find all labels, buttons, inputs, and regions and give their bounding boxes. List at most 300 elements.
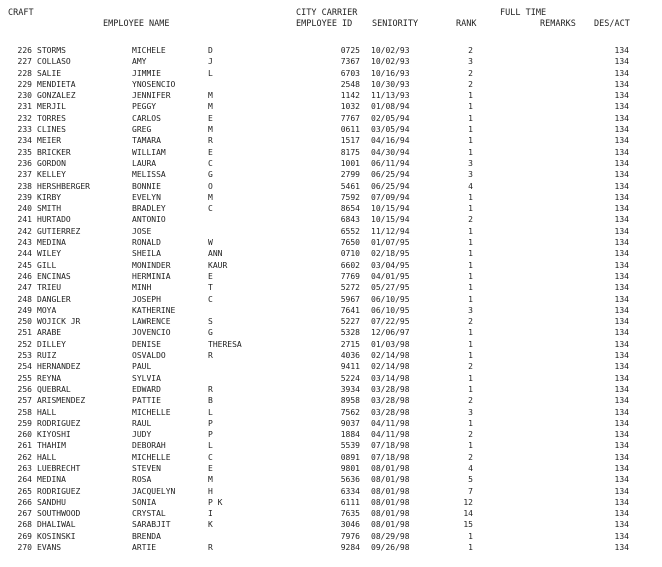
rank-cell: 2 [468,46,473,55]
employee-id-cell: 6552 [340,226,360,236]
last-name-cell: DILLEY [37,339,66,349]
employee-id-cell: 9037 [340,418,360,428]
first-name-cell: ROSA [132,475,152,485]
last-name-cell: RUIZ [37,351,57,361]
rank-cell: 4 [468,181,473,191]
seniority-date-cell: 02/14/98 [371,362,410,372]
des-act-cell: 134 [614,317,629,327]
employee-id-cell: 1517 [340,136,360,146]
employee-id-cell: 2799 [340,170,360,180]
middle-name-cell: E [208,113,213,123]
last-name-cell: HERSHBERGER [37,181,90,191]
first-name-cell: AMY [132,57,147,67]
table-row [0,101,662,112]
des-act-cell: 134 [614,509,629,519]
middle-name-cell: L [208,441,213,451]
employee-id-cell: 9411 [340,362,360,372]
row-number-cell: 256 [17,384,32,394]
row-number-cell: 266 [17,497,32,507]
rank-cell: 2 [468,68,473,78]
row-number-cell: 247 [17,283,32,293]
seniority-date-cell: 08/01/98 [371,497,410,507]
seniority-date-cell: 08/01/98 [371,509,410,519]
middle-name-cell: KAUR [208,260,228,270]
middle-name-cell: R [208,384,213,394]
rank-cell: 1 [468,147,473,157]
last-name-cell: STORMS [37,46,66,55]
table-row [0,248,662,259]
middle-name-cell: M [208,475,213,485]
employee-id-cell: 9284 [340,543,360,553]
employee-id-cell: 5272 [340,283,360,293]
last-name-cell: QUEBRAL [37,384,71,394]
last-name-cell: MEIER [37,136,62,146]
last-name-cell: GORDON [37,158,66,168]
rank-cell: 3 [468,57,473,67]
middle-name-cell: H [208,486,213,496]
employee-id-cell: 8654 [340,204,360,214]
employee-id-cell: 2715 [340,339,360,349]
middle-name-cell: K [208,520,213,530]
last-name-cell: RODRIGUEZ [37,486,81,496]
des-act-cell: 134 [614,475,629,485]
table-row [0,158,662,169]
first-name-cell: RAUL [132,418,152,428]
employee-id-cell: 5636 [340,475,360,485]
employee-id-cell: 7769 [340,271,360,281]
last-name-cell: DANGLER [37,294,71,304]
table-row [0,316,662,327]
first-name-cell: LAWRENCE [132,317,171,327]
des-act-cell: 134 [614,351,629,361]
last-name-cell: MEDINA [37,238,66,248]
rank-cell: 1 [468,418,473,428]
table-row [0,542,662,553]
first-name-cell: HERMINIA [132,271,171,281]
first-name-cell: BRADLEY [132,204,166,214]
last-name-cell: RODRIGUEZ [37,418,81,428]
last-name-cell: KOSINSKI [37,531,76,541]
rank-cell: 2 [468,396,473,406]
row-number-cell: 252 [17,339,32,349]
middle-name-cell: M [208,91,213,101]
last-name-cell: KIRBY [37,192,62,202]
middle-name-cell: P [208,418,213,428]
seniority-date-cell: 01/03/98 [371,339,410,349]
last-name-cell: HALL [37,407,57,417]
des-act-cell: 134 [614,147,629,157]
seniority-date-cell: 10/16/93 [371,68,410,78]
des-act-cell: 134 [614,102,629,112]
seniority-date-cell: 07/18/98 [371,452,410,462]
seniority-date-cell: 03/28/98 [371,407,410,417]
employee-id-cell: 0710 [340,249,360,259]
first-name-cell: SARABJIT [132,520,171,530]
des-act-cell: 134 [614,441,629,451]
employee-id-cell: 6703 [340,68,360,78]
rank-cell: 2 [468,362,473,372]
first-name-cell: DENISE [132,339,161,349]
table-row [0,429,662,440]
first-name-cell: STEVEN [132,463,161,473]
employee-id-cell: 3046 [340,520,360,530]
seniority-date-cell: 04/11/98 [371,430,410,440]
row-number-cell: 233 [17,125,32,135]
des-act-cell: 134 [614,396,629,406]
seniority-date-cell: 03/14/98 [371,373,410,383]
rank-cell: 5 [468,475,473,485]
des-act-cell: 134 [614,125,629,135]
seniority-date-cell: 06/10/95 [371,294,410,304]
table-row [0,192,662,203]
table-row [0,531,662,542]
last-name-cell: SALIE [37,68,62,78]
employee-name-header: EMPLOYEE NAME [103,19,170,29]
table-row [0,339,662,350]
des-act-cell: 134 [614,57,629,67]
middle-name-cell: C [208,452,213,462]
first-name-cell: JACQUELYN [132,486,176,496]
seniority-date-cell: 10/15/94 [371,204,410,214]
des-act-cell: 134 [614,305,629,315]
row-number-cell: 250 [17,317,32,327]
des-act-cell: 134 [614,384,629,394]
row-number-cell: 269 [17,531,32,541]
rank-cell: 1 [468,238,473,248]
table-row [0,79,662,90]
full-time-label: FULL TIME [500,8,547,18]
last-name-cell: HURTADO [37,215,71,225]
table-row [0,113,662,124]
first-name-cell: EDWARD [132,384,161,394]
rank-header: RANK [456,19,477,29]
employee-id-cell: 6602 [340,260,360,270]
table-row [0,407,662,418]
des-act-cell: 134 [614,204,629,214]
row-number-cell: 245 [17,260,32,270]
first-name-cell: KATHERINE [132,305,176,315]
employee-id-cell: 3934 [340,384,360,394]
rank-cell: 1 [468,260,473,270]
last-name-cell: MEDINA [37,475,66,485]
middle-name-cell: ANN [208,249,223,259]
first-name-cell: MINH [132,283,152,293]
first-name-cell: YNOSENCIO [132,79,176,89]
rank-cell: 2 [468,215,473,225]
seniority-date-cell: 10/15/94 [371,215,410,225]
employee-id-cell: 1884 [340,430,360,440]
table-row [0,294,662,305]
seniority-date-cell: 04/16/94 [371,136,410,146]
row-number-cell: 235 [17,147,32,157]
middle-name-cell: THERESA [208,339,242,349]
rank-cell: 2 [468,452,473,462]
des-act-cell: 134 [614,520,629,530]
employee-id-cell: 0611 [340,125,360,135]
rank-cell: 1 [468,531,473,541]
rank-cell: 1 [468,283,473,293]
first-name-cell: JOVENCIO [132,328,171,338]
first-name-cell: RONALD [132,238,161,248]
rank-cell: 3 [468,305,473,315]
employee-id-cell: 5539 [340,441,360,451]
middle-name-cell: T [208,283,213,293]
table-row [0,203,662,214]
seniority-date-cell: 03/04/95 [371,260,410,270]
row-number-cell: 261 [17,441,32,451]
rank-cell: 4 [468,463,473,473]
seniority-date-cell: 05/27/95 [371,283,410,293]
first-name-cell: JIMMIE [132,68,161,78]
employee-id-cell: 5967 [340,294,360,304]
employee-id-cell: 8175 [340,147,360,157]
first-name-cell: OSVALDO [132,351,166,361]
rank-cell: 12 [463,497,473,507]
row-number-cell: 236 [17,158,32,168]
rank-cell: 1 [468,125,473,135]
des-act-cell: 134 [614,238,629,248]
des-act-cell: 134 [614,283,629,293]
first-name-cell: LAURA [132,158,157,168]
seniority-date-cell: 08/01/98 [371,463,410,473]
seniority-date-cell: 08/01/98 [371,486,410,496]
row-number-cell: 253 [17,351,32,361]
first-name-cell: WILLIAM [132,147,166,157]
employee-id-cell: 7367 [340,57,360,67]
rank-cell: 1 [468,102,473,112]
middle-name-cell: C [208,158,213,168]
middle-name-cell: O [208,181,213,191]
middle-name-cell: R [208,136,213,146]
employee-id-cell: 5461 [340,181,360,191]
des-act-header: DES/ACT [594,19,630,29]
des-act-cell: 134 [614,215,629,225]
middle-name-cell: E [208,463,213,473]
row-number-cell: 268 [17,520,32,530]
rank-cell: 1 [468,351,473,361]
table-row [0,237,662,248]
row-number-cell: 270 [17,543,32,553]
table-row [0,169,662,180]
table-row [0,135,662,146]
rank-cell: 1 [468,384,473,394]
employee-id-cell: 4036 [340,351,360,361]
seniority-date-cell: 01/08/94 [371,102,410,112]
middle-name-cell: P [208,430,213,440]
seniority-date-cell: 08/01/98 [371,520,410,530]
first-name-cell: MICHELLE [132,407,171,417]
first-name-cell: JUDY [132,430,152,440]
table-row [0,124,662,135]
last-name-cell: TORRES [37,113,66,123]
rank-cell: 1 [468,328,473,338]
middle-name-cell: R [208,351,213,361]
last-name-cell: THAHIM [37,441,66,451]
row-number-cell: 231 [17,102,32,112]
row-number-cell: 229 [17,79,32,89]
des-act-cell: 134 [614,79,629,89]
des-act-cell: 134 [614,418,629,428]
table-row [0,361,662,372]
seniority-date-cell: 10/02/93 [371,57,410,67]
last-name-cell: DHALIWAL [37,520,76,530]
des-act-cell: 134 [614,430,629,440]
des-act-cell: 134 [614,249,629,259]
middle-name-cell: M [208,102,213,112]
first-name-cell: PATTIE [132,396,161,406]
row-number-cell: 267 [17,509,32,519]
employee-id-cell: 7976 [340,531,360,541]
table-row [0,226,662,237]
rank-cell: 15 [463,520,473,530]
last-name-cell: MENDIETA [37,79,76,89]
row-number-cell: 226 [17,46,32,55]
row-number-cell: 234 [17,136,32,146]
row-number-cell: 237 [17,170,32,180]
middle-name-cell: L [208,407,213,417]
des-act-cell: 134 [614,373,629,383]
first-name-cell: PEGGY [132,102,157,112]
last-name-cell: GONZALEZ [37,91,76,101]
last-name-cell: HALL [37,452,57,462]
seniority-date-cell: 06/11/94 [371,158,410,168]
employee-id-cell: 2548 [340,79,360,89]
seniority-date-cell: 10/30/93 [371,79,410,89]
des-act-cell: 134 [614,91,629,101]
employee-id-cell: 0891 [340,452,360,462]
seniority-date-cell: 07/09/94 [371,192,410,202]
craft-label: CRAFT [8,8,34,18]
des-act-cell: 134 [614,497,629,507]
des-act-cell: 134 [614,531,629,541]
last-name-cell: TRIEU [37,283,62,293]
city-carrier-label: CITY CARRIER [296,8,358,18]
seniority-date-cell: 02/18/95 [371,249,410,259]
table-row [0,418,662,429]
last-name-cell: KIYOSHI [37,430,71,440]
row-number-cell: 263 [17,463,32,473]
row-number-cell: 240 [17,204,32,214]
first-name-cell: ANTONIO [132,215,166,225]
rank-cell: 3 [468,170,473,180]
row-number-cell: 227 [17,57,32,67]
last-name-cell: WILEY [37,249,62,259]
last-name-cell: SMITH [37,204,62,214]
table-row [0,452,662,463]
seniority-date-cell: 03/28/98 [371,396,410,406]
des-act-cell: 134 [614,339,629,349]
middle-name-cell: M [208,192,213,202]
row-number-cell: 243 [17,238,32,248]
employee-id-cell: 5224 [340,373,360,383]
first-name-cell: SYLVIA [132,373,161,383]
table-row [0,181,662,192]
table-row [0,282,662,293]
seniority-date-cell: 06/25/94 [371,181,410,191]
last-name-cell: MOYA [37,305,57,315]
des-act-cell: 134 [614,463,629,473]
des-act-cell: 134 [614,181,629,191]
table-row [0,373,662,384]
table-row [0,45,662,56]
employee-id-cell: 9801 [340,463,360,473]
seniority-date-cell: 07/22/95 [371,317,410,327]
first-name-cell: CRYSTAL [132,509,166,519]
des-act-cell: 134 [614,328,629,338]
table-row [0,497,662,508]
last-name-cell: EVANS [37,543,62,553]
last-name-cell: GUTIERREZ [37,226,81,236]
table-row [0,440,662,451]
rank-cell: 7 [468,486,473,496]
table-row [0,486,662,497]
des-act-cell: 134 [614,226,629,236]
employee-id-cell: 6111 [340,497,360,507]
last-name-cell: LUEBRECHT [37,463,81,473]
des-act-cell: 134 [614,294,629,304]
first-name-cell: JOSEPH [132,294,161,304]
last-name-cell: ARISMENDEZ [37,396,86,406]
row-number-cell: 258 [17,407,32,417]
seniority-date-cell: 10/02/93 [371,46,410,55]
last-name-cell: SOUTHWOOD [37,509,81,519]
rank-cell: 1 [468,136,473,146]
employee-id-cell: 7641 [340,305,360,315]
first-name-cell: BONNIE [132,181,161,191]
table-row [0,474,662,485]
rank-cell: 14 [463,509,473,519]
seniority-date-cell: 06/10/95 [371,305,410,315]
middle-name-cell: B [208,396,213,406]
rank-cell: 3 [468,158,473,168]
row-number-cell: 244 [17,249,32,259]
rank-cell: 1 [468,204,473,214]
rank-cell: 1 [468,373,473,383]
seniority-date-cell: 03/05/94 [371,125,410,135]
des-act-cell: 134 [614,113,629,123]
seniority-date-cell: 11/12/94 [371,226,410,236]
row-number-cell: 249 [17,305,32,315]
row-number-cell: 262 [17,452,32,462]
row-number-cell: 230 [17,91,32,101]
remarks-header: REMARKS [540,19,576,29]
table-row [0,68,662,79]
rank-cell: 1 [468,441,473,451]
des-act-cell: 134 [614,452,629,462]
rank-cell: 2 [468,430,473,440]
seniority-date-cell: 04/01/95 [371,271,410,281]
first-name-cell: SHEILA [132,249,161,259]
last-name-cell: REYNA [37,373,62,383]
des-act-cell: 134 [614,68,629,78]
table-row [0,384,662,395]
last-name-cell: WOJICK JR [37,317,81,327]
last-name-cell: MERJIL [37,102,66,112]
des-act-cell: 134 [614,158,629,168]
des-act-cell: 134 [614,170,629,180]
row-number-cell: 264 [17,475,32,485]
middle-name-cell: D [208,46,213,55]
rank-cell: 1 [468,339,473,349]
first-name-cell: JENNIFER [132,91,171,101]
seniority-date-cell: 03/28/98 [371,384,410,394]
rank-cell: 1 [468,271,473,281]
row-number-cell: 259 [17,418,32,428]
first-name-cell: BRENDA [132,531,161,541]
employee-id-cell: 6334 [340,486,360,496]
employee-id-cell: 1032 [340,102,360,112]
employee-id-header: EMPLOYEE ID [296,19,353,29]
